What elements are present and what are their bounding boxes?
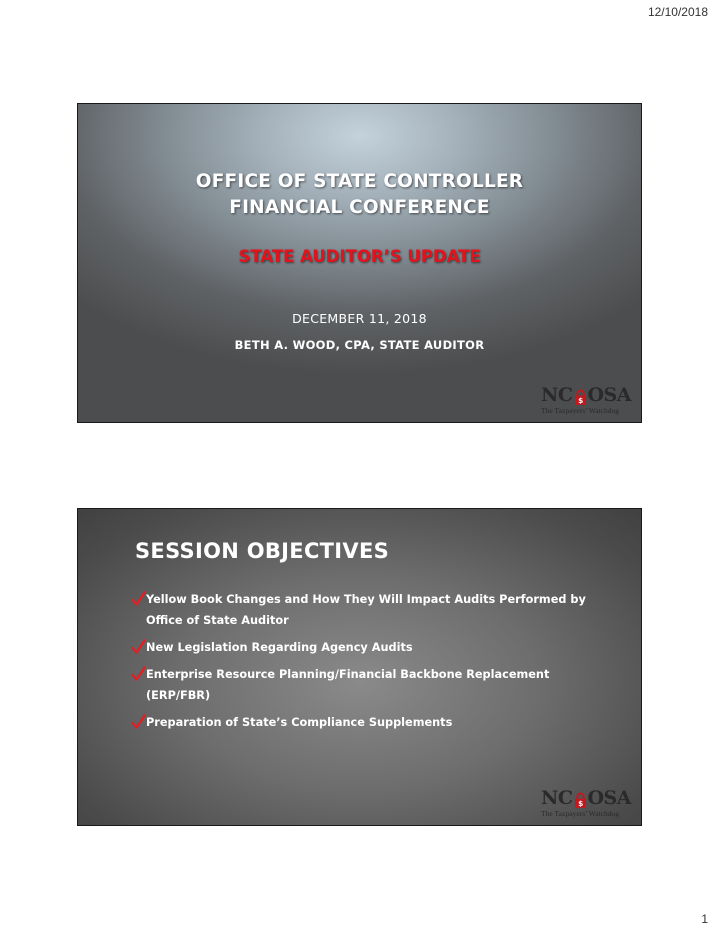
objectives-slide: [77, 508, 642, 826]
ncosa-logo: [541, 787, 631, 819]
logo-text-osa: OSA: [587, 787, 631, 809]
logo-text-osa: OSA: [587, 384, 631, 406]
conference-title: [78, 169, 641, 221]
title-slide: [77, 103, 642, 423]
logo-text-nc: NC: [541, 384, 573, 406]
ncosa-logo: [541, 384, 631, 416]
objectives-list: [131, 589, 601, 739]
objective-item: [131, 637, 601, 658]
objective-text: Enterprise Resource Planning/Financial Backbone Replacement (ERP/FBR): [146, 668, 550, 702]
page-date: 12/10/2018: [647, 5, 708, 19]
objective-item: [131, 712, 601, 733]
logo-text-nc: NC: [541, 787, 573, 809]
checkmark-icon: [131, 639, 146, 655]
objective-text: New Legislation Regarding Agency Audits: [146, 641, 413, 654]
objective-text: Yellow Book Changes and How They Will Impact Audits Performed by Office of State Auditor: [146, 593, 586, 627]
presenter-name: BETH A. WOOD, CPA, STATE AUDITOR: [234, 338, 485, 352]
page-number: 1: [701, 912, 708, 926]
padlock-icon: [574, 388, 587, 406]
checkmark-icon: [131, 666, 146, 682]
presentation-date: DECEMBER 11, 2018: [292, 311, 427, 326]
conference-title-line-2: FINANCIAL CONFERENCE: [229, 197, 490, 218]
session-subtitle: STATE AUDITOR’S UPDATE: [238, 247, 481, 266]
objective-item: [131, 589, 601, 631]
checkmark-icon: [131, 714, 146, 730]
objective-text: Preparation of State’s Compliance Supplements: [146, 716, 453, 729]
logo-tagline: The Taxpayers’ Watchdog: [541, 406, 620, 415]
logo-lock-letter: $: [577, 396, 583, 406]
conference-title-line-1: OFFICE OF STATE CONTROLLER: [195, 171, 524, 192]
padlock-icon: [574, 791, 587, 809]
logo-tagline: The Taxpayers’ Watchdog: [541, 809, 620, 818]
checkmark-icon: [131, 591, 146, 607]
objective-item: [131, 664, 601, 706]
logo-lock-letter: $: [577, 799, 583, 809]
objectives-heading: SESSION OBJECTIVES: [135, 539, 390, 563]
